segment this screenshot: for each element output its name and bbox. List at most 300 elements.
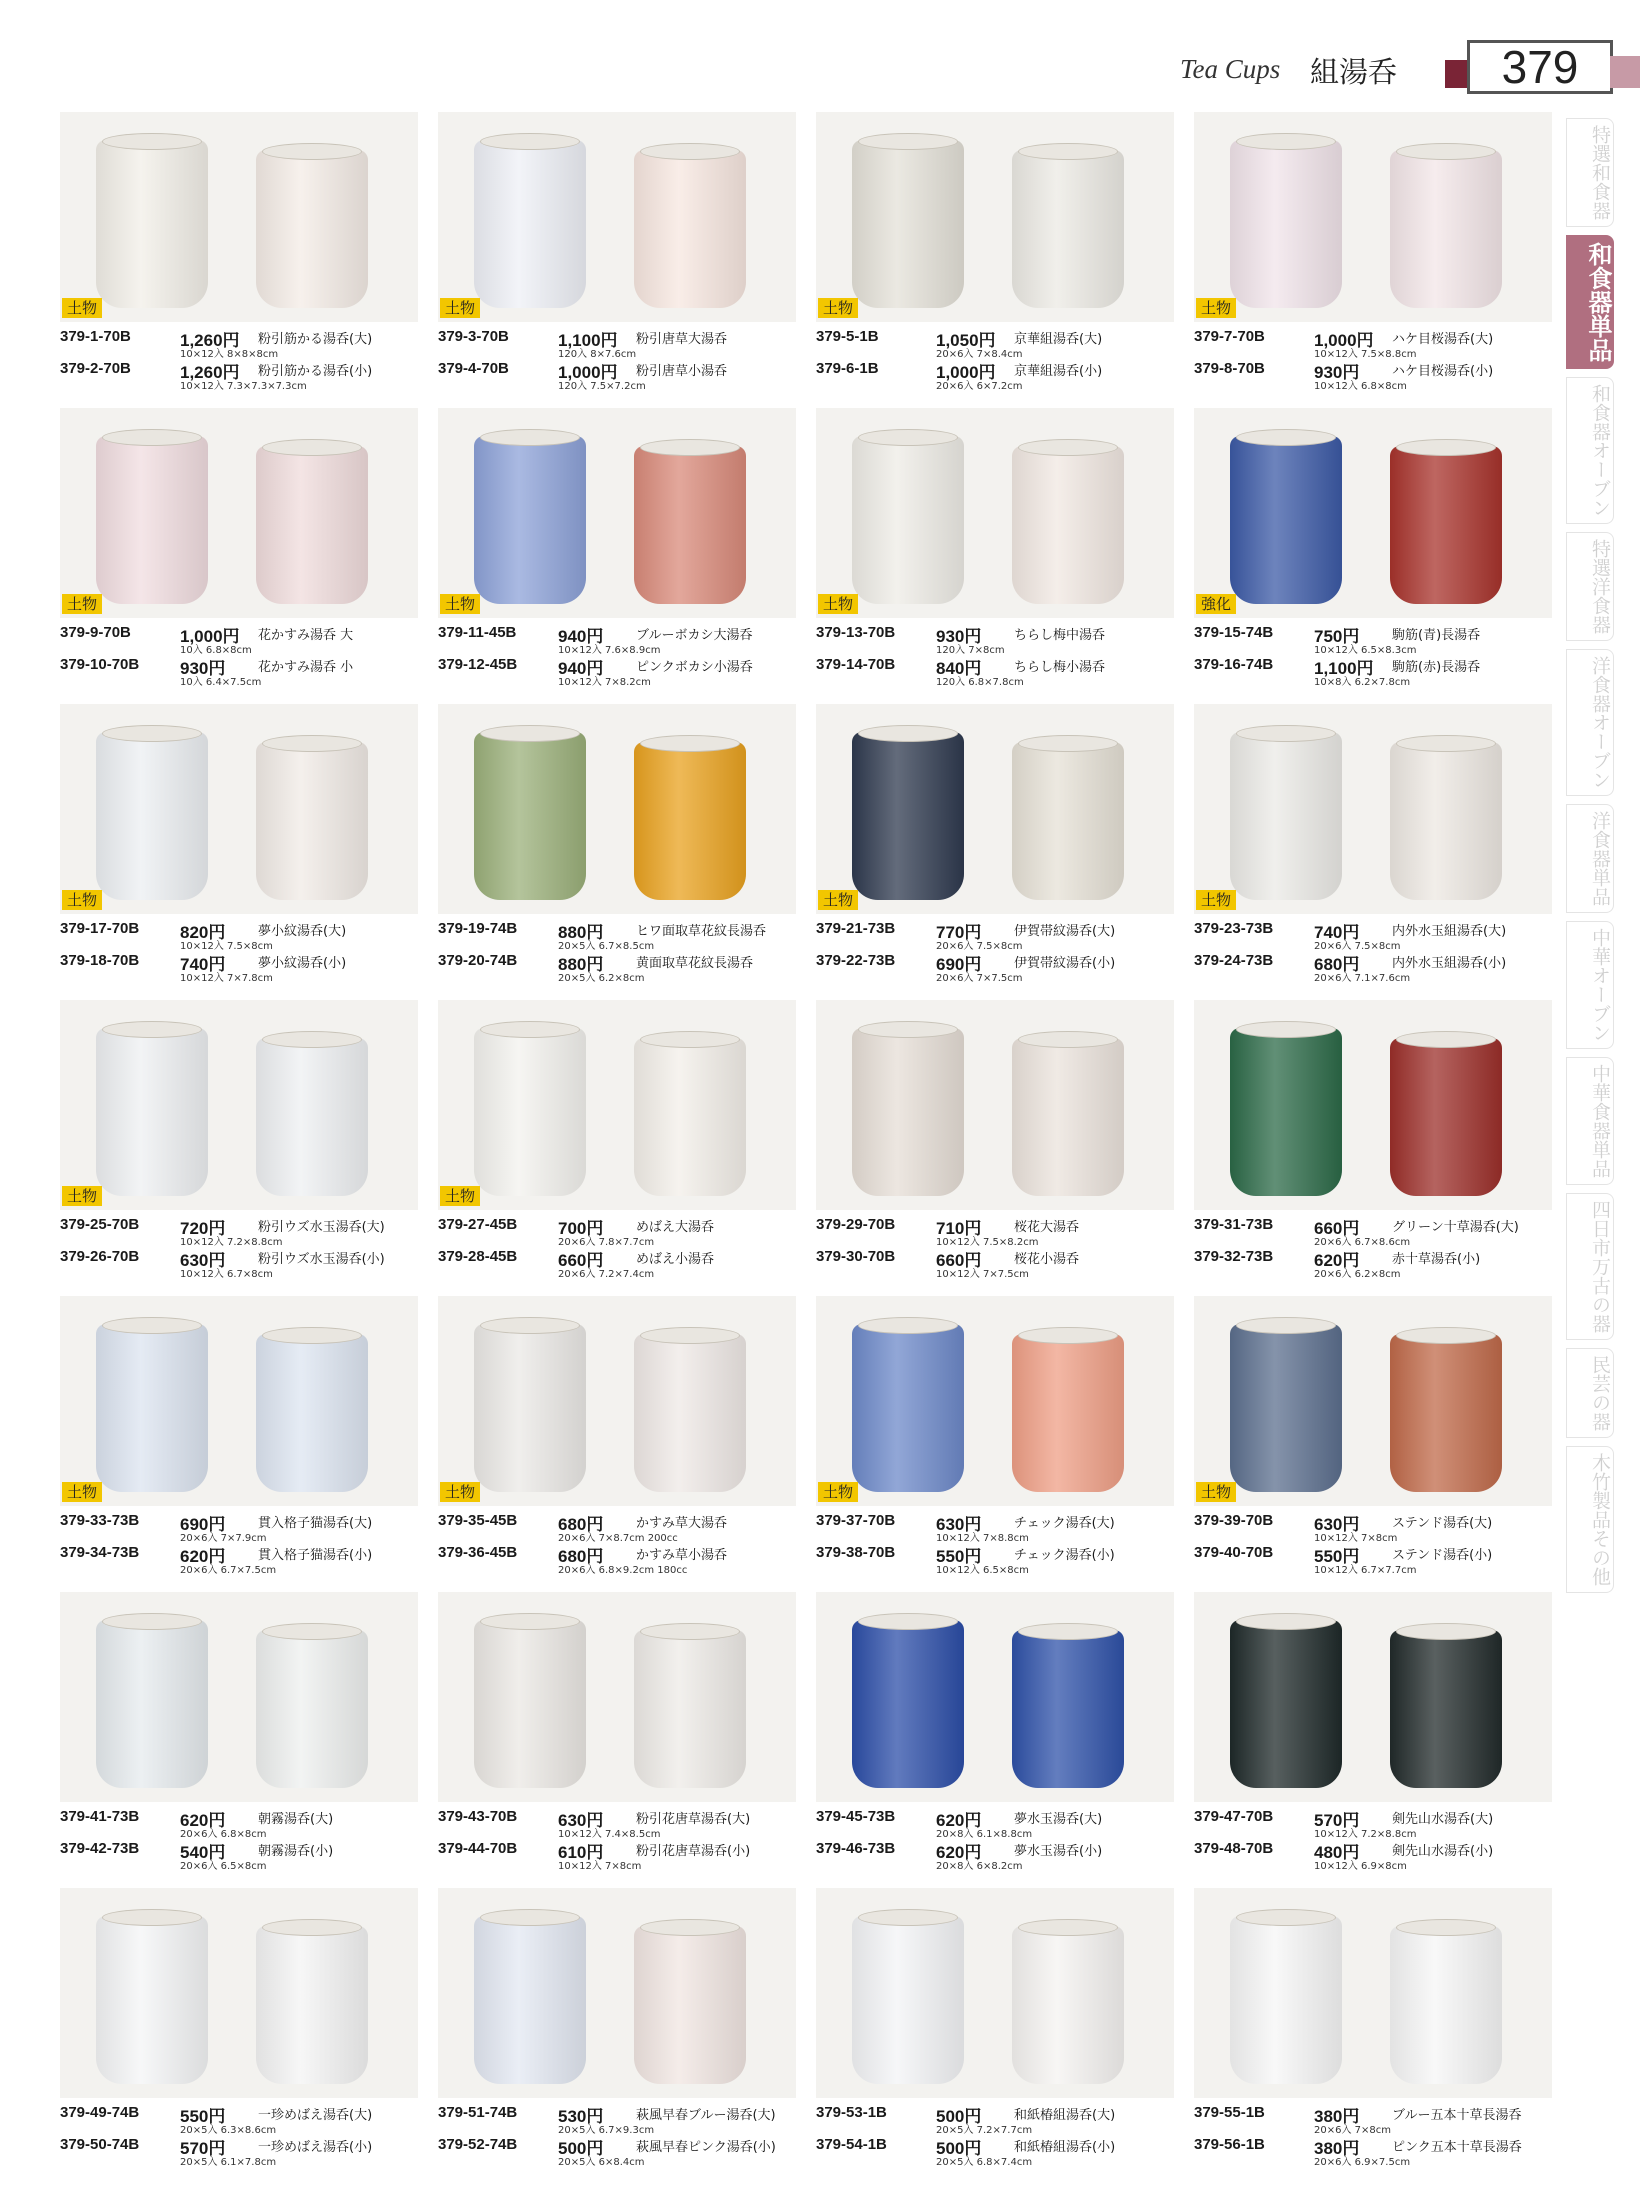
product-code: 379-9-70B (60, 624, 131, 641)
small-cup-image (1012, 1926, 1124, 2084)
product-price: 480円 (1314, 1843, 1360, 1862)
product-photo (438, 1888, 796, 2098)
large-cup-image (852, 140, 964, 308)
large-cup-image (96, 1028, 208, 1196)
product-photo (438, 1000, 796, 1210)
large-cup-image (474, 140, 586, 308)
product-spec: 120入 8×7.6cm (558, 349, 637, 360)
product-name: 花かすみ湯呑 大 (258, 628, 354, 643)
product-name: チェック湯呑(大) (1014, 1516, 1115, 1531)
side-tab[interactable]: 洋食器単品 (1566, 804, 1614, 913)
product-name: ピンク五本十草長湯呑 (1392, 2140, 1522, 2155)
product-spec: 20×6入 6.7×7.5cm (180, 1565, 277, 1576)
product-spec: 10×12入 7.4×8.5cm (558, 1829, 661, 1840)
product-code: 379-45-73B (816, 1808, 896, 1825)
material-badge: 土物 (62, 890, 102, 910)
product-price: 620円 (180, 1547, 226, 1566)
product-spec: 20×6入 7×8.4cm (936, 349, 1023, 360)
large-cup-image (474, 732, 586, 900)
product-price: 620円 (936, 1811, 982, 1830)
product-spec: 10×12入 6.7×7.7cm (1314, 1565, 1417, 1576)
product-price: 500円 (558, 2139, 604, 2158)
product-code: 379-22-73B (816, 952, 896, 969)
product-code: 379-27-45B (438, 1216, 518, 1233)
side-tab[interactable]: 木竹製品その他 (1566, 1446, 1614, 1593)
product-price: 880円 (558, 955, 604, 974)
product-price: 1,000円 (180, 627, 240, 646)
product-price: 380円 (1314, 2107, 1360, 2126)
product-card (438, 1000, 798, 1290)
product-card (60, 112, 420, 402)
product-price: 940円 (558, 659, 604, 678)
product-line (1194, 952, 1554, 990)
product-name: 和紙椿組湯呑(大) (1014, 2108, 1116, 2123)
small-cup-image (1390, 742, 1502, 900)
product-price: 660円 (558, 1251, 604, 1270)
product-photo (60, 408, 418, 618)
product-card (60, 408, 420, 698)
product-price: 660円 (936, 1251, 982, 1270)
product-spec: 20×5入 6.1×7.8cm (180, 2157, 277, 2168)
large-cup-image (852, 732, 964, 900)
product-name: めばえ小湯呑 (636, 1252, 715, 1267)
product-name: 伊賀帯紋湯呑(大) (1014, 924, 1116, 939)
product-name: 貫入格子猫湯呑(大) (258, 1516, 373, 1531)
product-spec: 20×5入 6.7×9.3cm (558, 2125, 655, 2136)
product-price: 1,000円 (1314, 331, 1374, 350)
material-badge: 土物 (818, 594, 858, 614)
product-card (1194, 1888, 1554, 2178)
product-name: 夢水玉湯呑(大) (1014, 1812, 1103, 1827)
product-price: 550円 (1314, 1547, 1360, 1566)
material-badge: 土物 (818, 890, 858, 910)
product-card (1194, 408, 1554, 698)
product-code: 379-15-74B (1194, 624, 1274, 641)
product-photo (438, 112, 796, 322)
product-code: 379-29-70B (816, 1216, 896, 1233)
product-code: 379-55-1B (1194, 2104, 1265, 2121)
large-cup-image (1230, 1028, 1342, 1196)
product-photo (1194, 1296, 1552, 1506)
product-price: 570円 (180, 2139, 226, 2158)
product-code: 379-10-70B (60, 656, 140, 673)
product-name: ハケ目桜湯呑(小) (1392, 364, 1494, 379)
product-line (816, 360, 1176, 398)
large-cup-image (96, 436, 208, 604)
product-price: 680円 (1314, 955, 1360, 974)
product-code: 379-24-73B (1194, 952, 1274, 969)
product-card (816, 704, 1176, 994)
product-code: 379-46-73B (816, 1840, 896, 1857)
product-price: 380円 (1314, 2139, 1360, 2158)
product-name: 黄面取草花紋長湯呑 (636, 956, 754, 971)
product-line (816, 656, 1176, 694)
product-code: 379-40-70B (1194, 1544, 1274, 1561)
product-photo (60, 1592, 418, 1802)
side-tab[interactable]: 和食器単品 (1566, 235, 1614, 369)
product-spec: 10×12入 7×7.8cm (180, 973, 273, 984)
product-line (438, 2136, 798, 2174)
product-price: 500円 (936, 2139, 982, 2158)
small-cup-image (1390, 1334, 1502, 1492)
material-badge: 土物 (62, 1186, 102, 1206)
product-name: 駒筋(赤)長湯呑 (1392, 660, 1481, 675)
large-cup-image (474, 1028, 586, 1196)
product-card (60, 1000, 420, 1290)
product-code: 379-18-70B (60, 952, 140, 969)
small-cup-image (1012, 1630, 1124, 1788)
product-spec: 20×6入 7×7.5cm (936, 973, 1023, 984)
large-cup-image (1230, 436, 1342, 604)
large-cup-image (1230, 1324, 1342, 1492)
product-spec: 10×12入 7×8cm (1314, 1533, 1398, 1544)
product-name: 萩風早春ピンク湯呑(小) (636, 2140, 776, 2155)
product-line (438, 1840, 798, 1878)
product-line (60, 1840, 420, 1878)
product-price: 690円 (180, 1515, 226, 1534)
product-name: 伊賀帯紋湯呑(小) (1014, 956, 1116, 971)
product-card (438, 1296, 798, 1586)
product-spec: 10×12入 6.9×8cm (1314, 1861, 1407, 1872)
product-code: 379-41-73B (60, 1808, 140, 1825)
product-spec: 20×5入 7.2×7.7cm (936, 2125, 1033, 2136)
product-name: かすみ草大湯呑 (636, 1516, 728, 1531)
large-cup-image (1230, 732, 1342, 900)
product-spec: 10×12入 7×8cm (558, 1861, 642, 1872)
product-card (60, 1888, 420, 2178)
side-tab[interactable]: 特選洋食器 (1566, 532, 1614, 641)
product-photo (60, 112, 418, 322)
product-code: 379-1-70B (60, 328, 131, 345)
product-name: 京華組湯呑(小) (1014, 364, 1103, 379)
large-cup-image (96, 1620, 208, 1788)
product-spec: 20×6入 6.8×9.2cm 180cc (558, 1565, 688, 1576)
product-card (438, 1888, 798, 2178)
product-price: 710円 (936, 1219, 982, 1238)
product-line (1194, 360, 1554, 398)
product-name: 粉引ウズ水玉湯呑(小) (258, 1252, 385, 1267)
product-line (60, 360, 420, 398)
small-cup-image (256, 1926, 368, 2084)
material-badge: 土物 (440, 1482, 480, 1502)
product-code: 379-17-70B (60, 920, 140, 937)
product-price: 1,000円 (936, 363, 996, 382)
product-code: 379-31-73B (1194, 1216, 1274, 1233)
large-cup-image (1230, 140, 1342, 308)
product-card (60, 1296, 420, 1586)
product-line (60, 656, 420, 694)
product-photo (60, 1296, 418, 1506)
product-photo (816, 704, 1174, 914)
product-price: 610円 (558, 1843, 604, 1862)
page-number: 379 (1467, 40, 1613, 94)
small-cup-image (256, 446, 368, 604)
category-side-tabs (1566, 118, 1614, 1601)
product-price: 630円 (1314, 1515, 1360, 1534)
product-photo (438, 1296, 796, 1506)
product-price: 630円 (558, 1811, 604, 1830)
large-cup-image (474, 436, 586, 604)
product-price: 1,260円 (180, 331, 240, 350)
product-price: 770円 (936, 923, 982, 942)
side-tab[interactable]: 民芸の器 (1566, 1348, 1614, 1438)
product-spec: 20×6入 6.7×8.6cm (1314, 1237, 1411, 1248)
product-price: 820円 (180, 923, 226, 942)
material-badge: 強化 (1196, 594, 1236, 614)
small-cup-image (1390, 1038, 1502, 1196)
product-price: 1,050円 (936, 331, 996, 350)
product-name: ちらし梅小湯呑 (1014, 660, 1106, 675)
product-line (438, 1248, 798, 1286)
product-code: 379-8-70B (1194, 360, 1265, 377)
product-spec: 20×5入 6.2×8cm (558, 973, 645, 984)
product-spec: 20×6入 7.5×8cm (936, 941, 1023, 952)
large-cup-image (96, 732, 208, 900)
product-spec: 10×12入 7.5×8.8cm (1314, 349, 1417, 360)
product-name: 駒筋(青)長湯呑 (1392, 628, 1481, 643)
header-accent-tab (1610, 56, 1640, 88)
product-code: 379-34-73B (60, 1544, 140, 1561)
small-cup-image (634, 1038, 746, 1196)
product-price: 690円 (936, 955, 982, 974)
product-name: 粉引花唐草湯呑(大) (636, 1812, 751, 1827)
product-line (438, 360, 798, 398)
product-photo (816, 1888, 1174, 2098)
product-price: 570円 (1314, 1811, 1360, 1830)
small-cup-image (256, 150, 368, 308)
product-name: 朝霧湯呑(大) (258, 1812, 334, 1827)
product-name: 剣先山水湯呑(大) (1392, 1812, 1494, 1827)
product-name: ピンクボカシ小湯呑 (636, 660, 753, 675)
product-price: 550円 (936, 1547, 982, 1566)
material-badge: 土物 (1196, 1482, 1236, 1502)
product-spec: 20×6入 7.1×7.6cm (1314, 973, 1411, 984)
product-code: 379-52-74B (438, 2136, 518, 2153)
small-cup-image (256, 1038, 368, 1196)
product-spec: 20×6入 7×7.9cm (180, 1533, 267, 1544)
product-spec: 10×12入 7.5×8cm (180, 941, 273, 952)
product-card (438, 704, 798, 994)
material-badge: 土物 (62, 1482, 102, 1502)
product-code: 379-44-70B (438, 1840, 518, 1857)
product-card (816, 1000, 1176, 1290)
product-price: 930円 (1314, 363, 1360, 382)
small-cup-image (1012, 1038, 1124, 1196)
product-price: 1,100円 (1314, 659, 1374, 678)
product-photo (816, 1000, 1174, 1210)
product-spec: 10×12入 7.3×7.3×7.3cm (180, 381, 307, 392)
product-code: 379-35-45B (438, 1512, 518, 1529)
product-photo (1194, 1592, 1552, 1802)
product-card (816, 408, 1176, 698)
side-tab[interactable]: 中華オーブン (1566, 921, 1614, 1049)
product-code: 379-50-74B (60, 2136, 140, 2153)
product-name: チェック湯呑(小) (1014, 1548, 1115, 1563)
product-spec: 20×5入 6×8.4cm (558, 2157, 645, 2168)
product-spec: 20×6入 7.2×7.4cm (558, 1269, 655, 1280)
product-name: ヒワ面取草花紋長湯呑 (636, 924, 767, 939)
product-code: 379-23-73B (1194, 920, 1274, 937)
product-price: 620円 (180, 1811, 226, 1830)
product-spec: 10×12入 6.7×8cm (180, 1269, 273, 1280)
product-spec: 10入 6.8×8cm (180, 645, 252, 656)
product-code: 379-42-73B (60, 1840, 140, 1857)
small-cup-image (1390, 1630, 1502, 1788)
product-spec: 10×12入 6.5×8cm (936, 1565, 1029, 1576)
product-card (816, 1592, 1176, 1882)
product-code: 379-21-73B (816, 920, 896, 937)
product-line (60, 1544, 420, 1582)
product-price: 630円 (936, 1515, 982, 1534)
side-tab[interactable]: 和食器オーブン (1566, 377, 1614, 524)
product-price: 720円 (180, 1219, 226, 1238)
material-badge: 土物 (62, 594, 102, 614)
product-price: 740円 (1314, 923, 1360, 942)
small-cup-image (256, 1334, 368, 1492)
large-cup-image (852, 1620, 964, 1788)
product-code: 379-5-1B (816, 328, 879, 345)
product-price: 620円 (1314, 1251, 1360, 1270)
product-code: 379-14-70B (816, 656, 896, 673)
header-accent-bar (1445, 60, 1467, 88)
product-name: ちらし梅中湯呑 (1014, 628, 1106, 643)
product-name: ステンド湯呑(小) (1392, 1548, 1493, 1563)
product-code: 379-25-70B (60, 1216, 140, 1233)
large-cup-image (1230, 1916, 1342, 2084)
product-name: 桜花大湯呑 (1014, 1220, 1080, 1235)
product-code: 379-48-70B (1194, 1840, 1274, 1857)
product-spec: 10×12入 7×7.5cm (936, 1269, 1029, 1280)
side-tab[interactable]: 洋食器オーブン (1566, 649, 1614, 796)
small-cup-image (634, 1926, 746, 2084)
product-spec: 10×12入 6.5×8.3cm (1314, 645, 1417, 656)
side-tab[interactable]: 特選和食器 (1566, 118, 1614, 227)
product-price: 1,260円 (180, 363, 240, 382)
product-name: 夢小紋湯呑(大) (258, 924, 347, 939)
product-photo (816, 1592, 1174, 1802)
product-code: 379-13-70B (816, 624, 896, 641)
material-badge: 土物 (818, 298, 858, 318)
product-line (1194, 2136, 1554, 2174)
product-card (1194, 1296, 1554, 1586)
product-photo (60, 1000, 418, 1210)
product-photo (60, 704, 418, 914)
product-spec: 20×6入 7.5×8cm (1314, 941, 1401, 952)
product-spec: 20×5入 6.8×7.4cm (936, 2157, 1033, 2168)
product-name: 夢小紋湯呑(小) (258, 956, 347, 971)
product-card (816, 1888, 1176, 2178)
small-cup-image (634, 446, 746, 604)
product-name: 剣先山水湯呑(小) (1392, 1844, 1494, 1859)
material-badge: 土物 (1196, 890, 1236, 910)
large-cup-image (474, 1620, 586, 1788)
product-line (60, 952, 420, 990)
product-card (816, 1296, 1176, 1586)
product-code: 379-16-74B (1194, 656, 1274, 673)
product-code: 379-4-70B (438, 360, 509, 377)
product-price: 930円 (936, 627, 982, 646)
large-cup-image (474, 1324, 586, 1492)
product-code: 379-33-73B (60, 1512, 140, 1529)
product-price: 940円 (558, 627, 604, 646)
product-name: 一珍めばえ湯呑(大) (258, 2108, 373, 2123)
product-price: 700円 (558, 1219, 604, 1238)
product-code: 379-7-70B (1194, 328, 1265, 345)
product-name: 夢水玉湯呑(小) (1014, 1844, 1103, 1859)
product-line (816, 1840, 1176, 1878)
product-line (1194, 656, 1554, 694)
small-cup-image (256, 742, 368, 900)
large-cup-image (852, 1324, 964, 1492)
product-code: 379-43-70B (438, 1808, 518, 1825)
product-line (1194, 1248, 1554, 1286)
section-title-en: Tea Cups (1180, 54, 1281, 84)
product-name: 一珍めばえ湯呑(小) (258, 2140, 373, 2155)
product-price: 630円 (180, 1251, 226, 1270)
small-cup-image (634, 1630, 746, 1788)
product-line (816, 1544, 1176, 1582)
product-price: 500円 (936, 2107, 982, 2126)
product-code: 379-47-70B (1194, 1808, 1274, 1825)
product-name: ステンド湯呑(大) (1392, 1516, 1493, 1531)
product-spec: 120入 6.8×7.8cm (936, 677, 1024, 688)
product-code: 379-19-74B (438, 920, 518, 937)
product-code: 379-3-70B (438, 328, 509, 345)
product-name: ブルー五本十草長湯呑 (1392, 2108, 1522, 2123)
product-price: 680円 (558, 1547, 604, 1566)
product-code: 379-54-1B (816, 2136, 887, 2153)
product-card (816, 112, 1176, 402)
material-badge: 土物 (440, 1186, 480, 1206)
product-photo (816, 1296, 1174, 1506)
product-name: めばえ大湯呑 (636, 1220, 715, 1235)
product-card (1194, 1592, 1554, 1882)
product-line (1194, 1840, 1554, 1878)
product-code: 379-37-70B (816, 1512, 896, 1529)
product-card (1194, 112, 1554, 402)
product-card (438, 1592, 798, 1882)
product-code: 379-6-1B (816, 360, 879, 377)
product-price: 750円 (1314, 627, 1360, 646)
small-cup-image (1012, 150, 1124, 308)
material-badge: 土物 (440, 298, 480, 318)
small-cup-image (256, 1630, 368, 1788)
product-spec: 20×6入 7×8.7cm 200cc (558, 1533, 678, 1544)
small-cup-image (1390, 1926, 1502, 2084)
large-cup-image (852, 436, 964, 604)
product-code: 379-11-45B (438, 624, 517, 641)
product-photo (1194, 1000, 1552, 1210)
product-line (438, 1544, 798, 1582)
product-card (60, 1592, 420, 1882)
product-spec: 10×12入 6.8×8cm (1314, 381, 1407, 392)
large-cup-image (96, 1916, 208, 2084)
small-cup-image (1012, 446, 1124, 604)
product-spec: 20×6入 6.8×8cm (180, 1829, 267, 1840)
small-cup-image (634, 742, 746, 900)
product-spec: 10×12入 7.6×8.9cm (558, 645, 661, 656)
product-price: 930円 (180, 659, 226, 678)
product-line (60, 1248, 420, 1286)
material-badge: 土物 (1196, 298, 1236, 318)
side-tab[interactable]: 四日市万古の器 (1566, 1193, 1614, 1340)
side-tab[interactable]: 中華食器単品 (1566, 1057, 1614, 1185)
product-spec: 20×6入 6.9×7.5cm (1314, 2157, 1411, 2168)
product-spec: 20×6入 7×8cm (1314, 2125, 1391, 2136)
material-badge: 土物 (62, 298, 102, 318)
product-spec: 10×12入 7.2×8.8cm (180, 1237, 283, 1248)
product-photo (1194, 408, 1552, 618)
